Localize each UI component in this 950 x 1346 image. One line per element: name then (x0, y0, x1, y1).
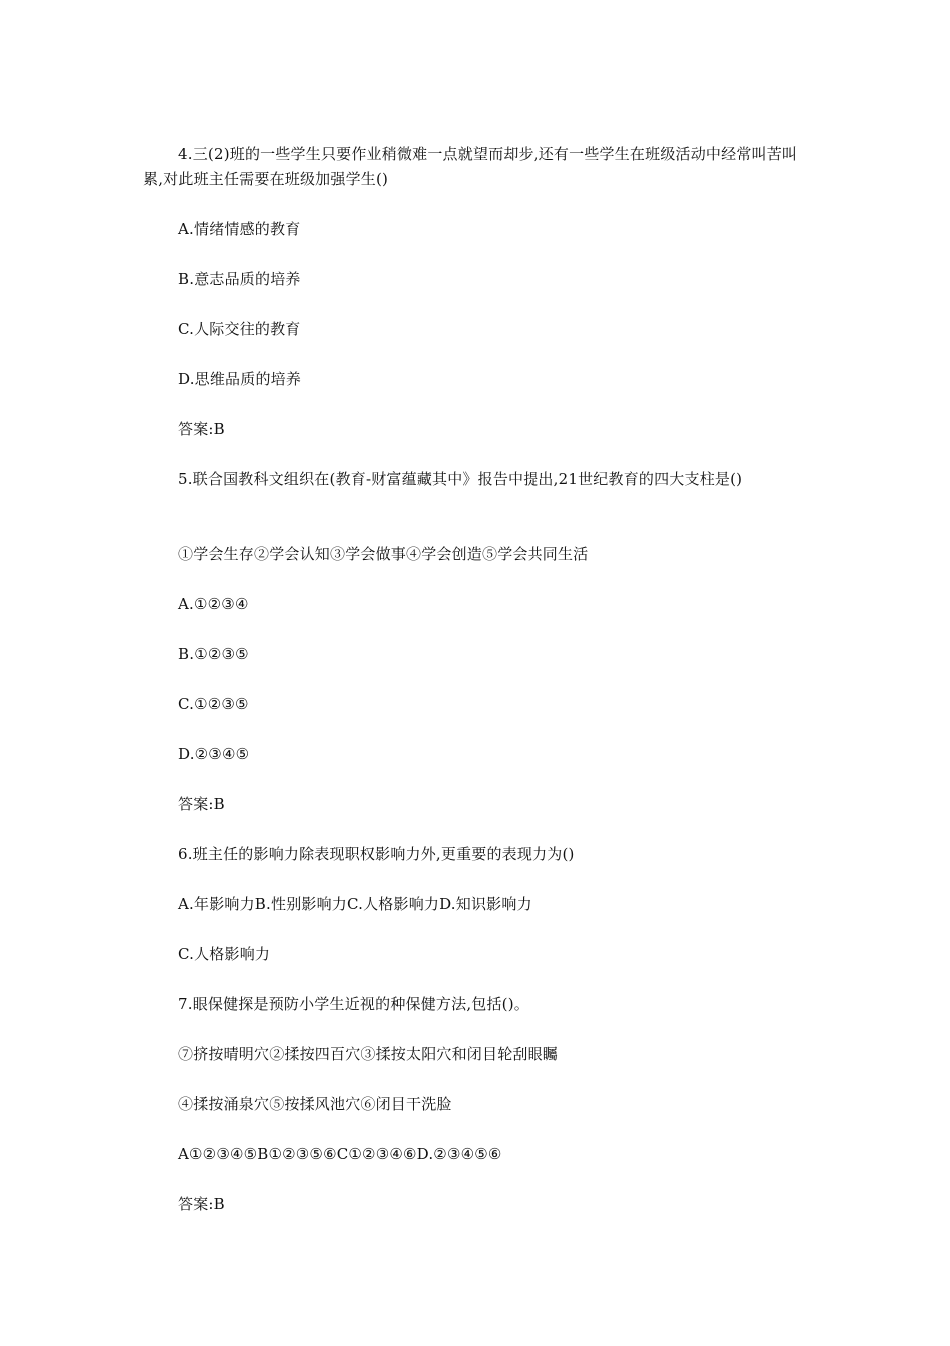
question-5-answer: 答案:B (178, 795, 225, 813)
question-7-answer: 答案:B (178, 1195, 225, 1213)
question-4-option-b: B.意志品质的培养 (178, 270, 301, 288)
question-4-option-a: A.情绪情感的教育 (178, 220, 301, 238)
question-5-items: ①学会生存②学会认知③学会做事④学会创造⑤学会共同生活 (178, 545, 589, 563)
question-7-stem: 7.眼保健探是预防小学生近视的种保健方法,包括()。 (178, 995, 529, 1013)
question-5-option-c: C.①②③⑤ (178, 695, 249, 713)
question-6-options: A.年影响力B.性别影响力C.人格影响力D.知识影响力 (178, 895, 532, 913)
question-5-option-a: A.①②③④ (178, 595, 249, 613)
question-7-options: A①②③④⑤B①②③⑤⑥C①②③④⑥D.②③④⑤⑥ (178, 1145, 502, 1163)
question-7-items-line-2: ④揉按涌泉穴⑤按揉风池穴⑥闭目干洗脸 (178, 1095, 452, 1113)
question-5-stem: 5.联合国教科文组织在(教育-财富蕴藏其中》报告中提出,21世纪教育的四大支柱是() (178, 470, 743, 488)
question-6-stem: 6.班主任的影响力除表现职权影响力外,更重要的表现力为() (178, 845, 575, 863)
question-5-option-d: D.②③④⑤ (178, 745, 250, 763)
question-7-items-line-1: ⑦挤按晴明穴②揉按四百穴③揉按太阳穴和闭目轮刮眼矚 (178, 1045, 559, 1063)
question-4-option-d: D.思维品质的培养 (178, 370, 302, 388)
question-5-option-b: B.①②③⑤ (178, 645, 249, 663)
question-4-answer: 答案:B (178, 420, 225, 438)
question-4-stem: 4.三(2)班的一些学生只要作业稍微难一点就望而却步,还有一些学生在班级活动中经常叫苦叫累,对此班主任需要在班级加强学生() (143, 145, 798, 188)
question-6-answer: C.人格影响力 (178, 945, 271, 963)
question-4-option-c: C.人际交往的教育 (178, 320, 301, 338)
